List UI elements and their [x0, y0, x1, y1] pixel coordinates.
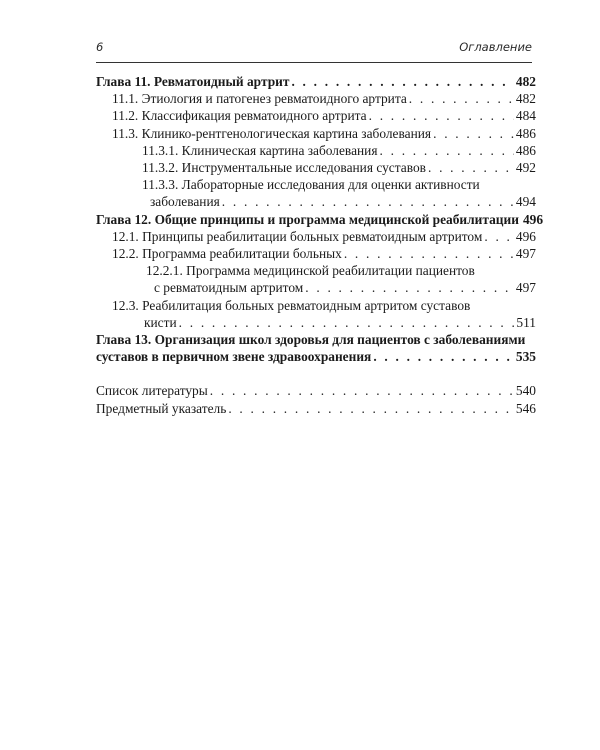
toc-entry-title: 11.3.1. Клиническая картина заболевания [142, 142, 378, 158]
running-title: Оглавление [459, 40, 532, 54]
toc-entry-title-continued: заболевания [150, 194, 220, 210]
toc-entry-title: 12.2.1. Программа медицинской реабилитации пациентов [146, 263, 475, 279]
toc-chapter-13-line2[interactable] [96, 348, 536, 365]
toc-entry-title: 11.3. Клинико-рентгенологическая картина заболевания [112, 125, 432, 141]
toc-chapter-11[interactable] [96, 73, 536, 90]
toc-subsection-11-3-1[interactable] [96, 142, 536, 159]
toc-entry-title: 12.3. Реабилитация больных ревматоидным артритом суставов [112, 297, 471, 313]
toc-entry-page: 492 [515, 160, 536, 176]
toc-entry-title: 12.2. Программа реабилитации больных [112, 246, 342, 262]
toc-entry-page: 484 [515, 108, 536, 124]
toc-leader [428, 159, 514, 176]
toc-section-12-3-line1[interactable] [96, 297, 536, 314]
toc-entry-page: 482 [515, 74, 536, 89]
toc-entry-page: 497 [515, 280, 536, 296]
toc-entry-page: 546 [515, 400, 536, 416]
toc-leader [409, 90, 514, 107]
toc-section-11-2[interactable] [96, 107, 536, 124]
toc-leader [305, 279, 514, 296]
toc-subsection-11-3-3-line2[interactable] [96, 193, 536, 210]
toc-leader [369, 107, 514, 124]
toc-references[interactable] [96, 382, 536, 399]
toc-entry-page: 511 [516, 314, 536, 330]
toc-entry-title: 11.3.2. Инструментальные исследования суставов [142, 160, 426, 176]
toc-leader [291, 73, 513, 90]
toc-subject-index[interactable] [96, 400, 536, 417]
toc-subsection-12-2-1-line2[interactable] [96, 279, 536, 296]
toc-entry-page: 486 [515, 125, 536, 141]
toc-leader [222, 193, 514, 210]
toc-entry-page: 535 [515, 349, 536, 365]
toc-entry-title: Список литературы [96, 383, 208, 399]
toc-section-12-3-line2[interactable] [96, 314, 536, 331]
toc-entry-page: 540 [515, 383, 536, 399]
toc-entry-page: 494 [515, 194, 536, 210]
toc-section-11-1[interactable] [96, 90, 536, 107]
toc-subsection-11-3-2[interactable] [96, 159, 536, 176]
toc-entry-title-continued: кисти [144, 314, 177, 330]
toc-subsection-12-2-1-line1[interactable] [96, 262, 536, 279]
toc-chapter-13-line1[interactable] [96, 331, 536, 348]
toc-section-11-3[interactable] [96, 125, 536, 142]
toc-subsection-11-3-3-line1[interactable] [96, 176, 536, 193]
toc-leader [373, 348, 514, 365]
toc-entry-title: Глава 12. Общие принципы и программа медицинской реабилитации [96, 211, 519, 227]
toc-leader [228, 400, 514, 417]
toc-entry-page: 496 [522, 211, 544, 227]
toc-leader [344, 245, 514, 262]
toc-entry-title: 12.1. Принципы реабилитации больных ревматоидным артритом [112, 228, 483, 244]
toc-spacer [96, 365, 536, 382]
toc-chapter-12[interactable] [96, 211, 544, 228]
toc-entry-page: 486 [515, 142, 536, 158]
toc-entry-title: 11.1. Этиология и патогенез ревматоидного артрита [112, 91, 407, 107]
toc-entry-page: 496 [515, 228, 536, 244]
toc-leader [484, 228, 514, 245]
toc-leader [433, 125, 514, 142]
toc-entry-title: 11.3.3. Лабораторные исследования для оценки активности [142, 177, 480, 193]
table-of-contents [96, 73, 544, 417]
toc-section-12-1[interactable] [96, 228, 536, 245]
toc-entry-page: 482 [515, 91, 536, 107]
toc-entry-title-continued: суставов в первичном звене здравоохранения [96, 349, 372, 365]
toc-entry-title-continued: с ревматоидным артритом [154, 280, 304, 296]
toc-entry-page: 497 [515, 246, 536, 262]
toc-entry-title: Глава 13. Организация школ здоровья для пациентов с заболеваниями [96, 332, 526, 348]
toc-entry-title: Глава 11. Ревматоидный артрит [96, 74, 290, 89]
toc-entry-title: 11.2. Классификация ревматоидного артрита [112, 108, 367, 124]
page-number: 6 [96, 40, 104, 54]
toc-entry-title: Предметный указатель [96, 400, 227, 416]
running-header [96, 40, 532, 60]
toc-section-12-2[interactable] [96, 245, 536, 262]
toc-leader [210, 382, 514, 399]
toc-leader [380, 142, 514, 159]
header-rule [96, 62, 532, 63]
toc-leader [179, 314, 515, 331]
